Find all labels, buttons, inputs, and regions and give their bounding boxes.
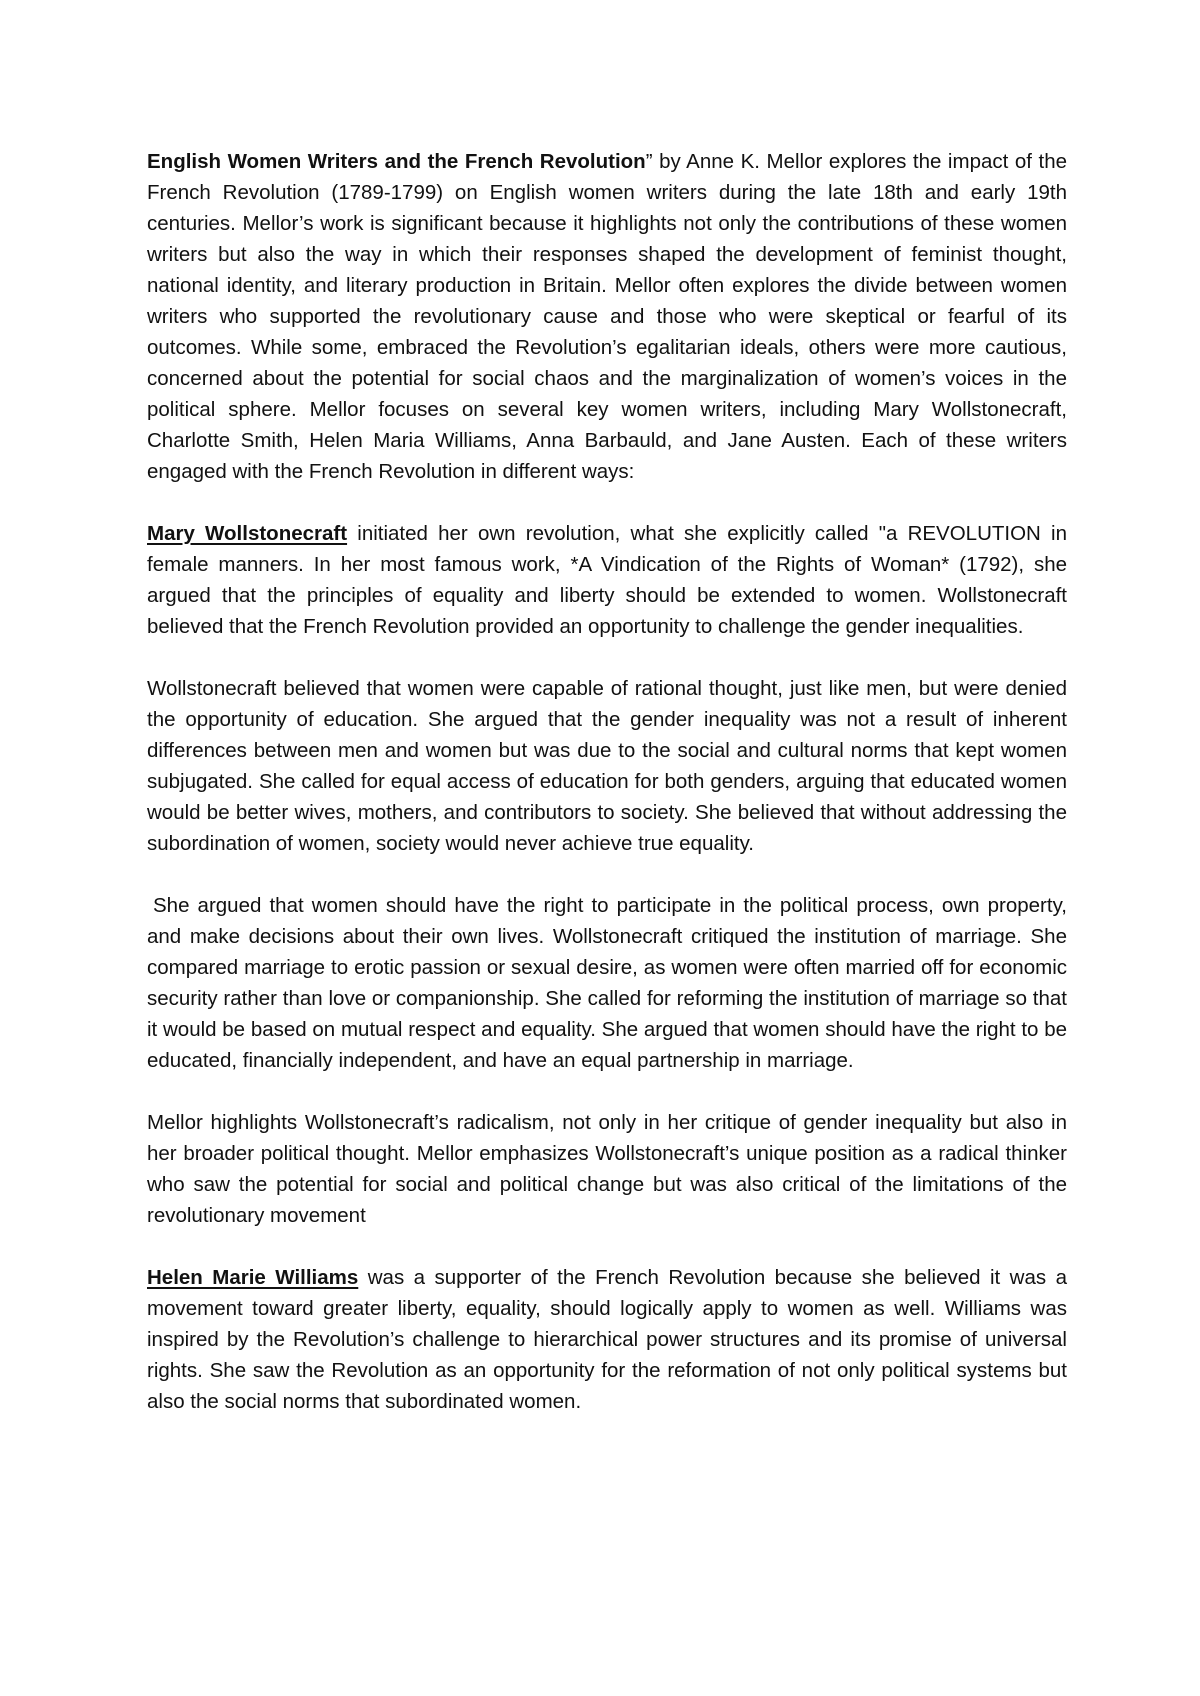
paragraph-williams [147,1262,1067,1417]
document-body [147,146,1067,1417]
book-title: English Women Writers and the French Revolution [147,150,646,173]
paragraph-marriage: She argued that women should have the right to participate in the political process, own property, and make decisions about their own lives. Wollstonecraft critiqued the institution of marriage. She compared marriage to erotic passion or sexual desire, as women were often married off for economic security rather than love or companionship. She called for reforming the institution of marriage so that it would be based on mutual respect and equality. She argued that women should have the right to be educated, financially independent, and have an equal partnership in marriage. [147,894,1067,1072]
heading-mary-wollstonecraft: Mary Wollstonecraft [147,522,348,545]
heading-helen-marie-williams: Helen Marie Williams [147,1266,359,1289]
paragraph-wollstonecraft [147,518,1067,642]
paragraph-radicalism: Mellor highlights Wollstonecraft’s radicalism, not only in her critique of gender inequality but also in her broader political thought. Mellor emphasizes Wollstonecraft’s unique position as a radical thinker who saw the potential for social and political change but was also critical of the limitations of the revolutionary movement [147,1111,1067,1227]
paragraph-williams-text: was a supporter of the French Revolution because she believed it was a movement toward greater liberty, equality, should logically apply to women as well. Williams was inspired by the Revolution’s challenge to hierarchical power structures and its promise of universal rights. She saw the Revolution as an opportunity for the reformation of not only political systems but also the social norms that subordinated women. [147,1266,1068,1413]
paragraph-wollstonecraft-text: initiated her own revolution, what she explicitly called "a REVOLUTION in female manners. In her most famous work, *A Vindication of the Rights of Woman* (1792), she argued that the principles of equality and liberty should be extended to women. Wollstonecraft believed that the French Revolution provided an opportunity to challenge the gender inequalities. [147,522,1067,638]
paragraph-education: Wollstonecraft believed that women were capable of rational thought, just like men, but were denied the opportunity of education. She argued that the gender inequality was not a result of inherent differences between men and women but was due to the social and cultural norms that kept women subjugated. She called for equal access of education for both genders, arguing that educated women would be better wives, mothers, and contributors to society. She believed that without addressing the subordination of women, society would never achieve true equality. [147,677,1067,855]
paragraph-intro-text: ” by Anne K. Mellor explores the impact of the French Revolution (1789-1799) on English women writers during the late 18th and early 19th centuries. Mellor’s work is significant because it highlights not only the contributions of these women writers but also the way in which their responses shaped the development of feminist thought, national identity, and literary production in Britain. Mellor often explores the divide between women writers who supported the revolutionary cause and those who were skeptical or fearful of its outcomes. While some, embraced the Revolution’s egalitarian ideals, others were more cautious, concerned about the potential for social chaos and the marginalization of women’s voices in the political sphere. Mellor focuses on several key women writers, including Mary Wollstonecraft, Charlotte Smith, Helen Maria Williams, Anna Barbauld, and Jane Austen. Each of these writers engaged with the French Revolution in different ways: [147,150,1068,483]
paragraph-intro [147,146,1067,487]
